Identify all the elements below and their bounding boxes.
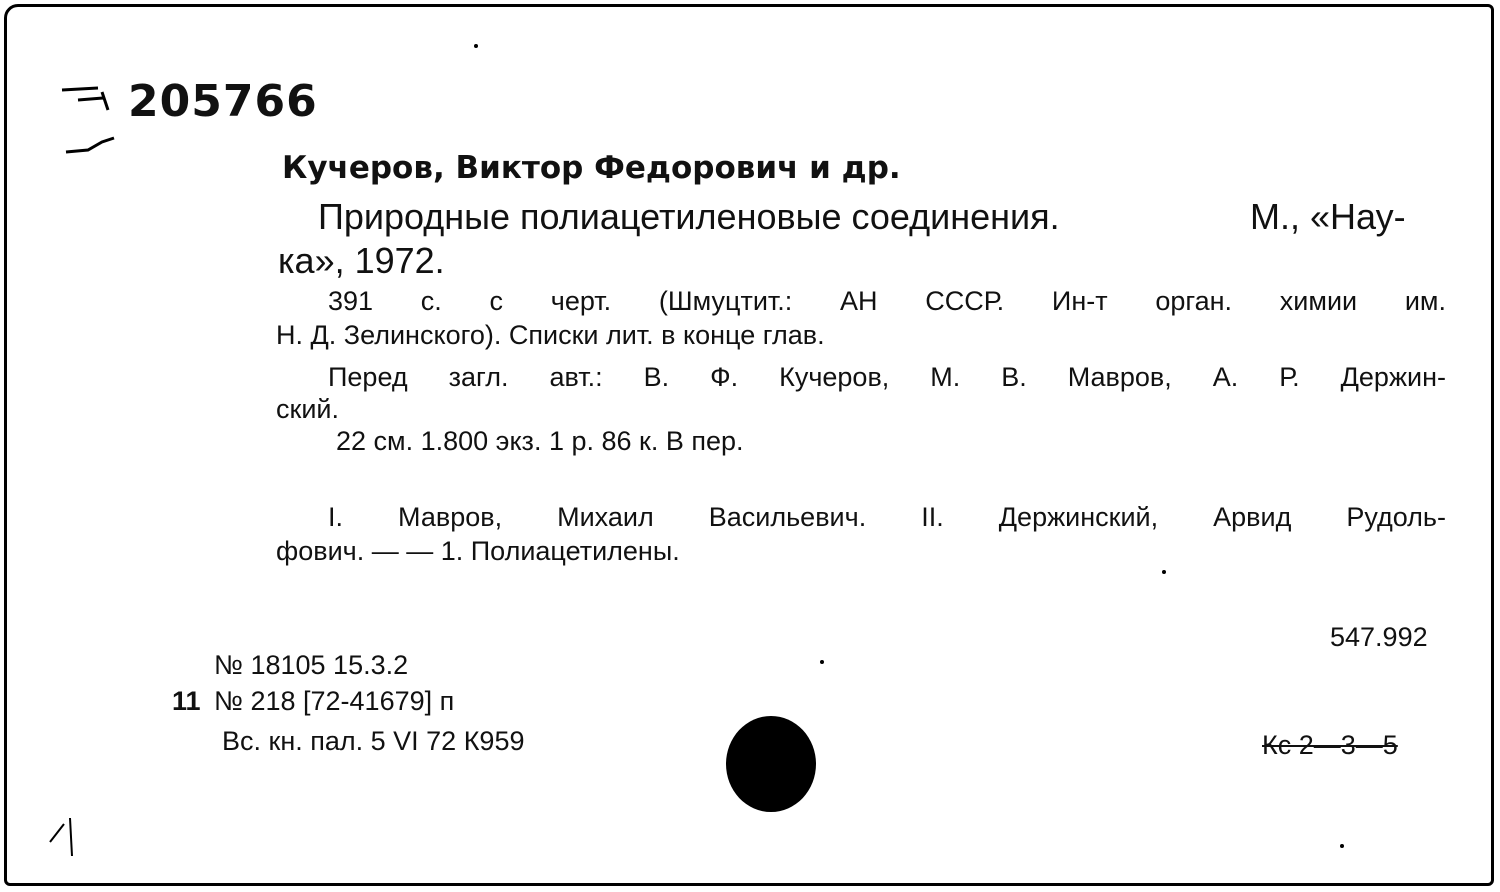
title-line-1-right: М., «Нау- [1250, 196, 1406, 237]
tracing-line-2: фович. — — 1. Полиацетилены. [276, 536, 680, 566]
record-line-3: Вс. кн. пал. 5 VI 72 К959 [222, 726, 525, 756]
record-line-1: № 18105 15.3.2 [214, 650, 409, 680]
description-line-2: Н. Д. Зелинского). Списки лит. в конце глав. [276, 320, 825, 350]
physical-description: 22 см. 1.800 экз. 1 р. 86 к. В пер. [336, 426, 744, 456]
inventory-number: 205766 [128, 76, 318, 127]
tracing-line-1: I. Мавров, Михаил Васильевич. II. Держинский, Арвид Рудоль- [328, 502, 1446, 532]
stray-dot [1162, 570, 1166, 574]
author-heading: Кучеров, Виктор Федорович и др. [282, 150, 901, 186]
hand-arrow-icon [58, 80, 128, 170]
classification-number: 547.992 [1330, 622, 1428, 652]
pencil-mark-icon [44, 812, 84, 862]
record-line-2: № 218 [72-41679] п [214, 686, 455, 716]
shelf-code: Кс 2—3—5 [1262, 730, 1398, 760]
description-line-1: 391 с. с черт. (Шмуцтит.: АН СССР. Ин-т орган. химии им. [328, 286, 1446, 316]
authors-line-1: Перед загл. авт.: В. Ф. Кучеров, М. В. Мавров, А. Р. Держин- [328, 362, 1446, 392]
record-line-2-prefix: 11 [172, 686, 201, 716]
stray-dot [820, 660, 824, 664]
stray-dot [1340, 844, 1344, 848]
stray-dot [474, 44, 478, 48]
ink-blot-icon [726, 716, 816, 812]
title-line-1-left: Природные полиацетиленовые соединения. [318, 196, 1060, 237]
title-line-2: ка», 1972. [278, 240, 445, 281]
authors-line-2: ский. [276, 394, 339, 424]
